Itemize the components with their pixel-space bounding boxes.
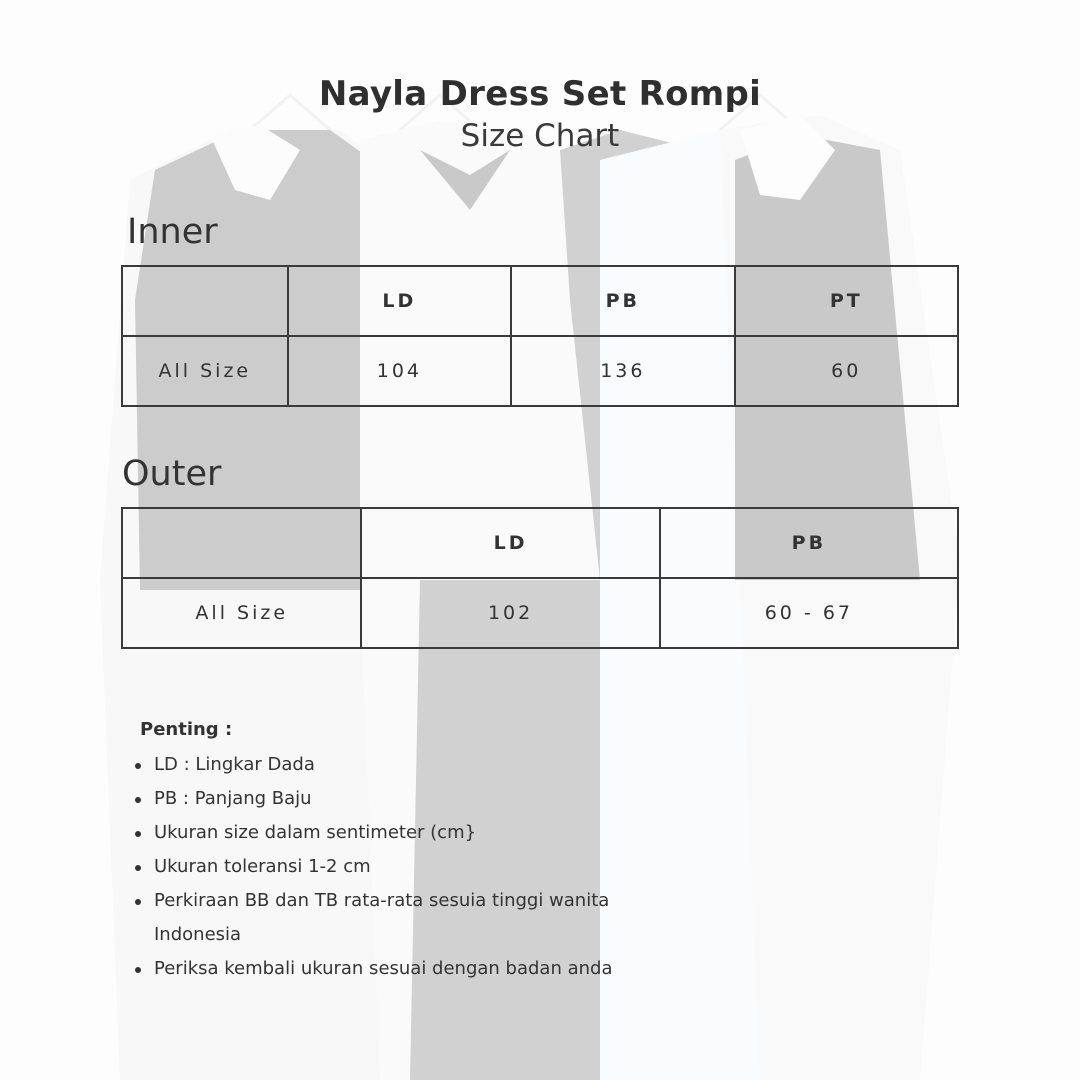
list-item [133, 850, 693, 884]
inner-heading: Inner [127, 212, 218, 252]
bullet-icon [135, 797, 141, 803]
table-cell-size: All Size [122, 578, 361, 648]
list-item [133, 884, 693, 952]
table-cell-size: All Size [122, 336, 288, 406]
list-item [133, 748, 693, 782]
notes-section [133, 719, 693, 986]
list-item [133, 816, 693, 850]
table-header-cell-pb: PB [660, 508, 958, 578]
note-text: Periksa kembali ukuran sesuai dengan badan anda [154, 958, 613, 979]
note-text: PB : Panjang Baju [154, 788, 312, 809]
note-text: LD : Lingkar Dada [154, 754, 315, 775]
bullet-icon [135, 865, 141, 871]
table-cell-pt: 60 [735, 336, 958, 406]
table-header-cell-empty [122, 508, 361, 578]
table-cell-pb: 136 [511, 336, 734, 406]
table-cell-ld: 104 [288, 336, 511, 406]
table-header-cell-empty [122, 266, 288, 336]
note-text: Ukuran toleransi 1-2 cm [154, 856, 371, 877]
table-header-cell-ld: LD [288, 266, 511, 336]
table-row [122, 336, 958, 406]
page-title: Nayla Dress Set Rompi [318, 74, 762, 114]
table-header-row [122, 508, 958, 578]
bullet-icon [135, 831, 141, 837]
table-cell-ld: 102 [361, 578, 659, 648]
bullet-icon [135, 899, 141, 905]
inner-size-table [121, 265, 959, 407]
bullet-icon [135, 967, 141, 973]
table-cell-pb: 60 - 67 [660, 578, 958, 648]
table-header-cell-ld: LD [361, 508, 659, 578]
table-header-row [122, 266, 958, 336]
list-item [133, 782, 693, 816]
outer-size-table [121, 507, 959, 649]
list-item [133, 952, 693, 986]
bullet-icon [135, 763, 141, 769]
outer-heading: Outer [122, 454, 222, 494]
note-text: Perkiraan BB dan TB rata-rata sesuia tinggi wanita Indonesia [154, 890, 610, 945]
notes-title: Penting : [140, 719, 233, 740]
page-subtitle: Size Chart [460, 118, 620, 154]
notes-list [133, 748, 693, 986]
note-text: Ukuran size dalam sentimeter (cm} [154, 822, 477, 843]
table-header-cell-pb: PB [511, 266, 734, 336]
table-header-cell-pt: PT [735, 266, 958, 336]
table-row [122, 578, 958, 648]
